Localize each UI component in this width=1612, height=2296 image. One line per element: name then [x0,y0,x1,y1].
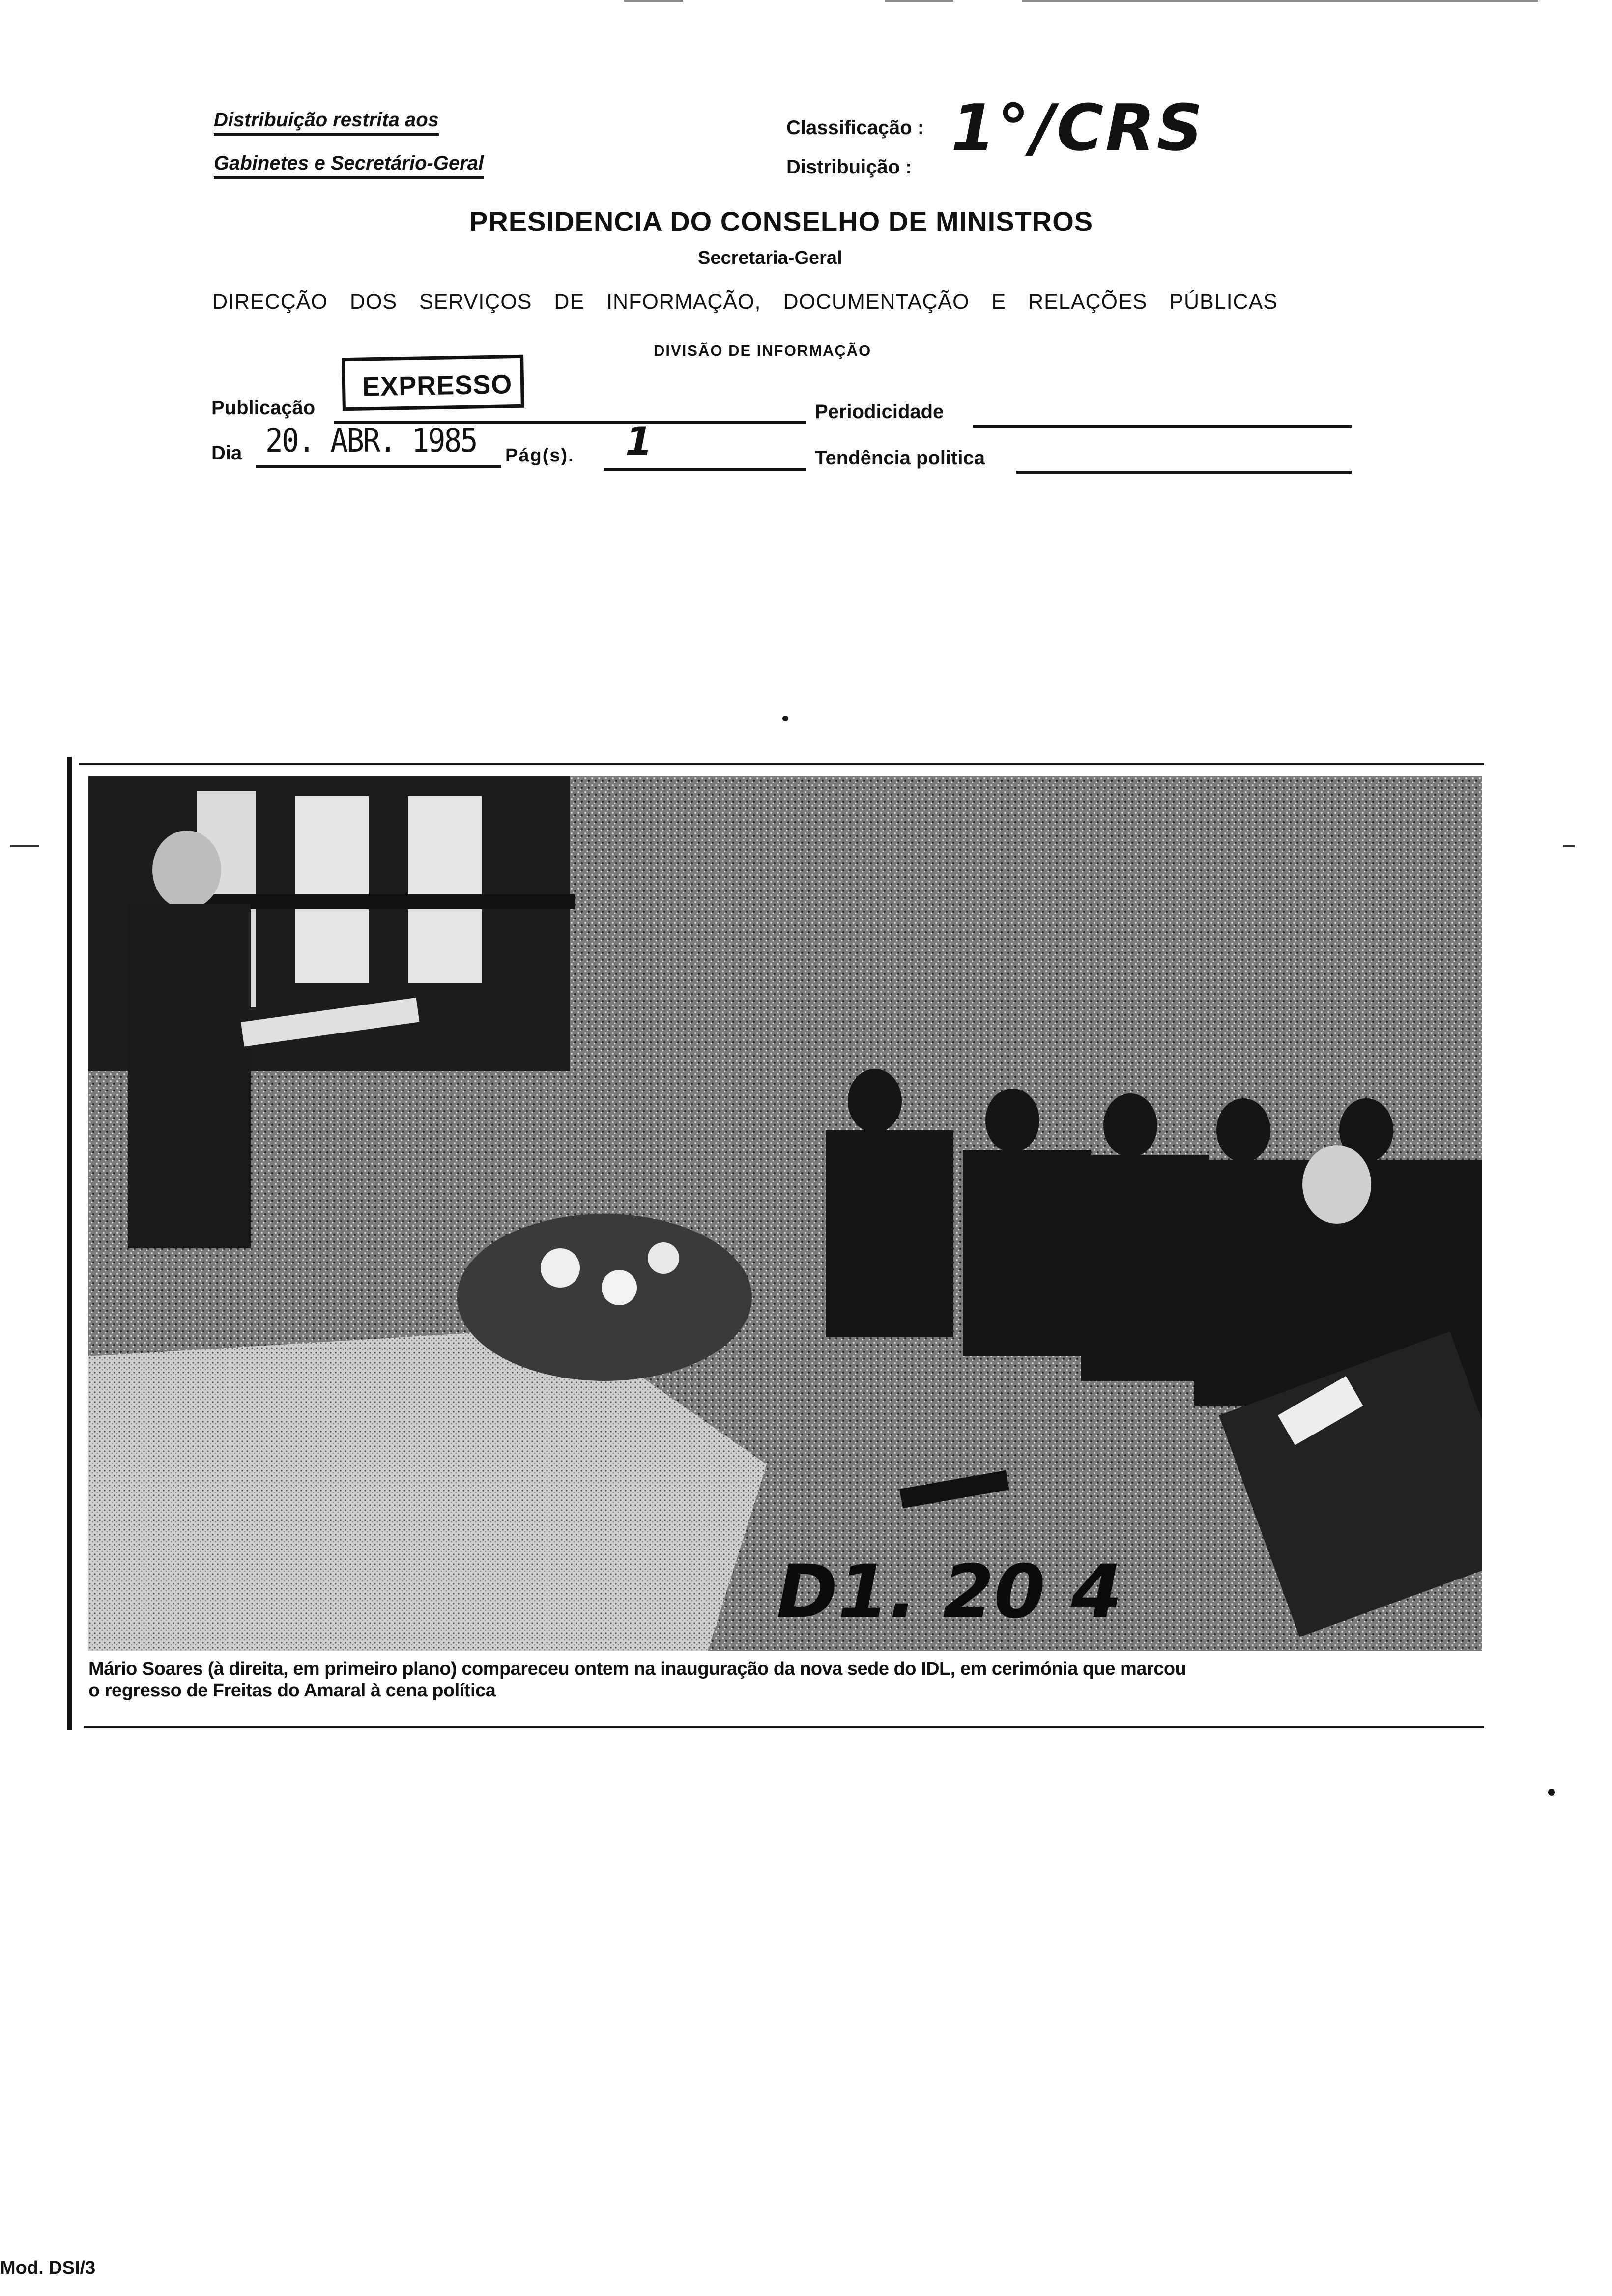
clipping-left-border [67,757,72,1730]
dia-value: 20. ABR. 1985 [265,422,477,459]
restricted-distribution-line2: Gabinetes e Secretário-Geral [214,152,484,179]
page-subtitle: Secretaria-Geral [698,248,842,268]
clipping-top-rule [79,763,1484,765]
tendencia-label: Tendência politica [815,447,985,469]
scan-speck [1548,1789,1555,1796]
periodicidade-label: Periodicidade [815,401,944,423]
pags-label: Pág(s). [505,445,575,466]
photo-caption-line1: Mário Soares (à direita, em primeiro plano) compareceu ontem na inauguração da nova sede do IDL, em cerimónia que marcou [88,1659,1186,1679]
news-photo-image [88,776,1482,1651]
news-photo [88,776,1482,1651]
clipping-handwritten-mark: D1. 20 4 [777,1550,1123,1635]
photo-caption-line2: o regresso de Freitas do Amaral à cena política [88,1680,496,1701]
dia-label: Dia [211,442,242,464]
scan-speck [782,716,788,721]
periodicidade-field-line [973,425,1352,428]
pags-value: 1 [625,419,653,464]
pags-field-line [604,468,806,471]
scan-edge-mark [1022,0,1538,2]
clipping-bottom-rule [84,1726,1484,1728]
restricted-distribution-line1: Distribuição restrita aos [214,109,439,136]
publicacao-stamp: EXPRESSO [362,370,513,402]
form-code: Mod. DSI/3 [0,2258,96,2278]
dia-field-line [256,465,501,468]
scan-edge-mark [624,0,683,2]
distribuicao-label: Distribuição : [786,156,912,178]
classificacao-label: Classificação : [786,117,924,139]
division-line: DIVISÃO DE INFORMAÇÃO [654,342,872,359]
page-title: PRESIDENCIA DO CONSELHO DE MINISTROS [469,206,1094,237]
publicacao-label: Publicação [211,397,316,419]
direction-line: DIRECÇÃO DOS SERVIÇOS DE INFORMAÇÃO, DOCUMENTAÇÃO E RELAÇÕES PÚBLICAS [212,290,1278,314]
scan-edge-mark [1563,845,1575,847]
scan-edge-mark [10,845,39,847]
classificacao-handwritten: 1°/CRS [951,90,1205,165]
tendencia-field-line [1016,471,1352,474]
scan-edge-mark [885,0,953,2]
publicacao-stamp-box [342,355,524,411]
